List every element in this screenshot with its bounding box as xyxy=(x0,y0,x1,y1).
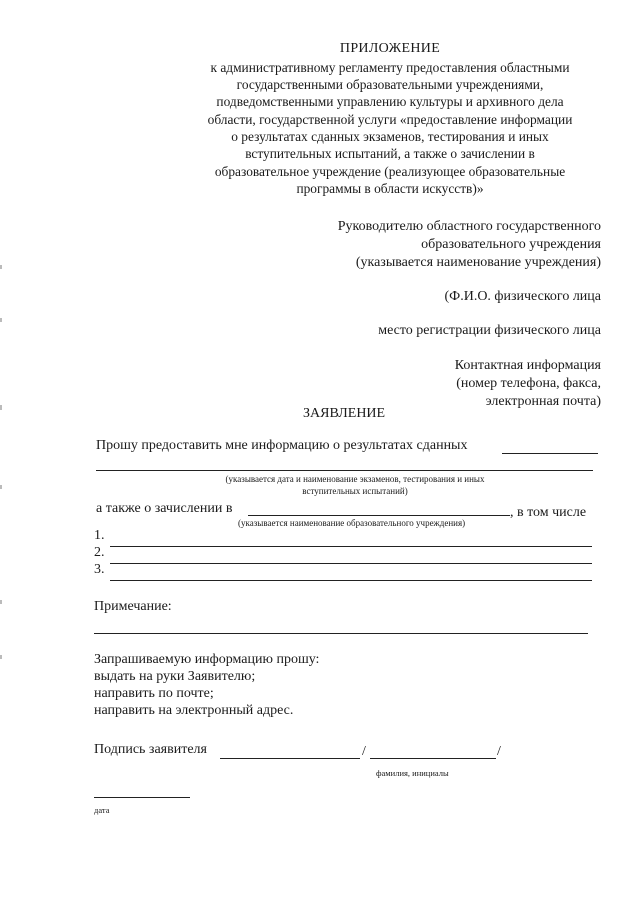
appendix-title: ПРИЛОЖЕНИЕ xyxy=(339,41,441,56)
signature-name-field[interactable] xyxy=(370,758,496,759)
signature-slash: / xyxy=(497,744,501,759)
contact-line: электронная почта) xyxy=(485,394,601,409)
exam-results-field-2[interactable] xyxy=(96,470,593,471)
appendix-line: о результатах сданных экзаменов, тестирования и иных xyxy=(231,129,549,144)
exam-results-field[interactable] xyxy=(502,453,598,454)
date-field[interactable] xyxy=(94,797,190,798)
scan-margin-mark xyxy=(0,405,2,410)
admission-suffix: , в том числе xyxy=(510,505,587,520)
scan-margin-mark xyxy=(0,265,2,269)
addressee-line: образовательного учреждения xyxy=(421,237,601,252)
scan-margin-mark xyxy=(0,600,2,604)
item-number: 3. xyxy=(94,562,105,577)
scan-margin-mark xyxy=(0,318,2,322)
request-text: Прошу предоставить мне информацию о результатах сданных xyxy=(96,438,468,453)
appendix-line: подведомственными управлению культуры и архивного дела xyxy=(216,94,564,109)
item-field-1[interactable] xyxy=(110,546,592,547)
note-field[interactable] xyxy=(94,633,588,634)
addressee-line: (указывается наименование учреждения) xyxy=(355,255,601,270)
appendix-line: государственными образовательными учреждениями, xyxy=(236,77,544,92)
date-label: дата xyxy=(94,805,110,815)
delivery-option: направить на электронный адрес. xyxy=(94,703,294,718)
scan-margin-mark xyxy=(0,655,2,659)
delivery-option: направить по почте; xyxy=(94,686,214,701)
item-number: 1. xyxy=(94,528,105,543)
institution-field[interactable] xyxy=(248,515,510,516)
scan-margin-mark xyxy=(0,485,2,489)
contact-line: Контактная информация xyxy=(454,358,601,373)
appendix-line: программы в области искусств)» xyxy=(296,181,484,196)
statement-title: ЗАЯВЛЕНИЕ xyxy=(303,406,386,421)
appendix-line: к административному регламенту предоставления областными xyxy=(210,60,570,75)
item-field-2[interactable] xyxy=(110,563,592,564)
appendix-line: области, государственной услуги «предоставление информации xyxy=(207,112,573,127)
institution-hint: (указывается наименование образовательного учреждения) xyxy=(238,518,466,528)
delivery-option: выдать на руки Заявителю; xyxy=(94,669,256,684)
signature-hint: фамилия, инициалы xyxy=(376,768,449,778)
delivery-heading: Запрашиваемую информацию прошу: xyxy=(94,652,320,667)
applicant-registration: место регистрации физического лица xyxy=(378,323,601,338)
item-field-3[interactable] xyxy=(110,580,592,581)
item-number: 2. xyxy=(94,545,105,560)
exam-hint: (указывается дата и наименование экзаменов, тестирования и иных xyxy=(225,474,485,484)
signature-slash: / xyxy=(362,744,366,759)
addressee-line: Руководителю областного государственного xyxy=(337,219,601,234)
appendix-line: образовательное учреждение (реализующее образовательные xyxy=(214,164,566,179)
signature-label: Подпись заявителя xyxy=(94,742,207,757)
signature-field[interactable] xyxy=(220,758,360,759)
admission-prefix: а также о зачислении в xyxy=(96,501,233,516)
applicant-fio: (Ф.И.О. физического лица xyxy=(444,289,601,304)
note-label: Примечание: xyxy=(94,599,172,614)
appendix-line: вступительных испытаний, а также о зачислении в xyxy=(245,146,535,161)
exam-hint: вступительных испытаний) xyxy=(302,486,408,496)
contact-line: (номер телефона, факса, xyxy=(456,376,601,391)
